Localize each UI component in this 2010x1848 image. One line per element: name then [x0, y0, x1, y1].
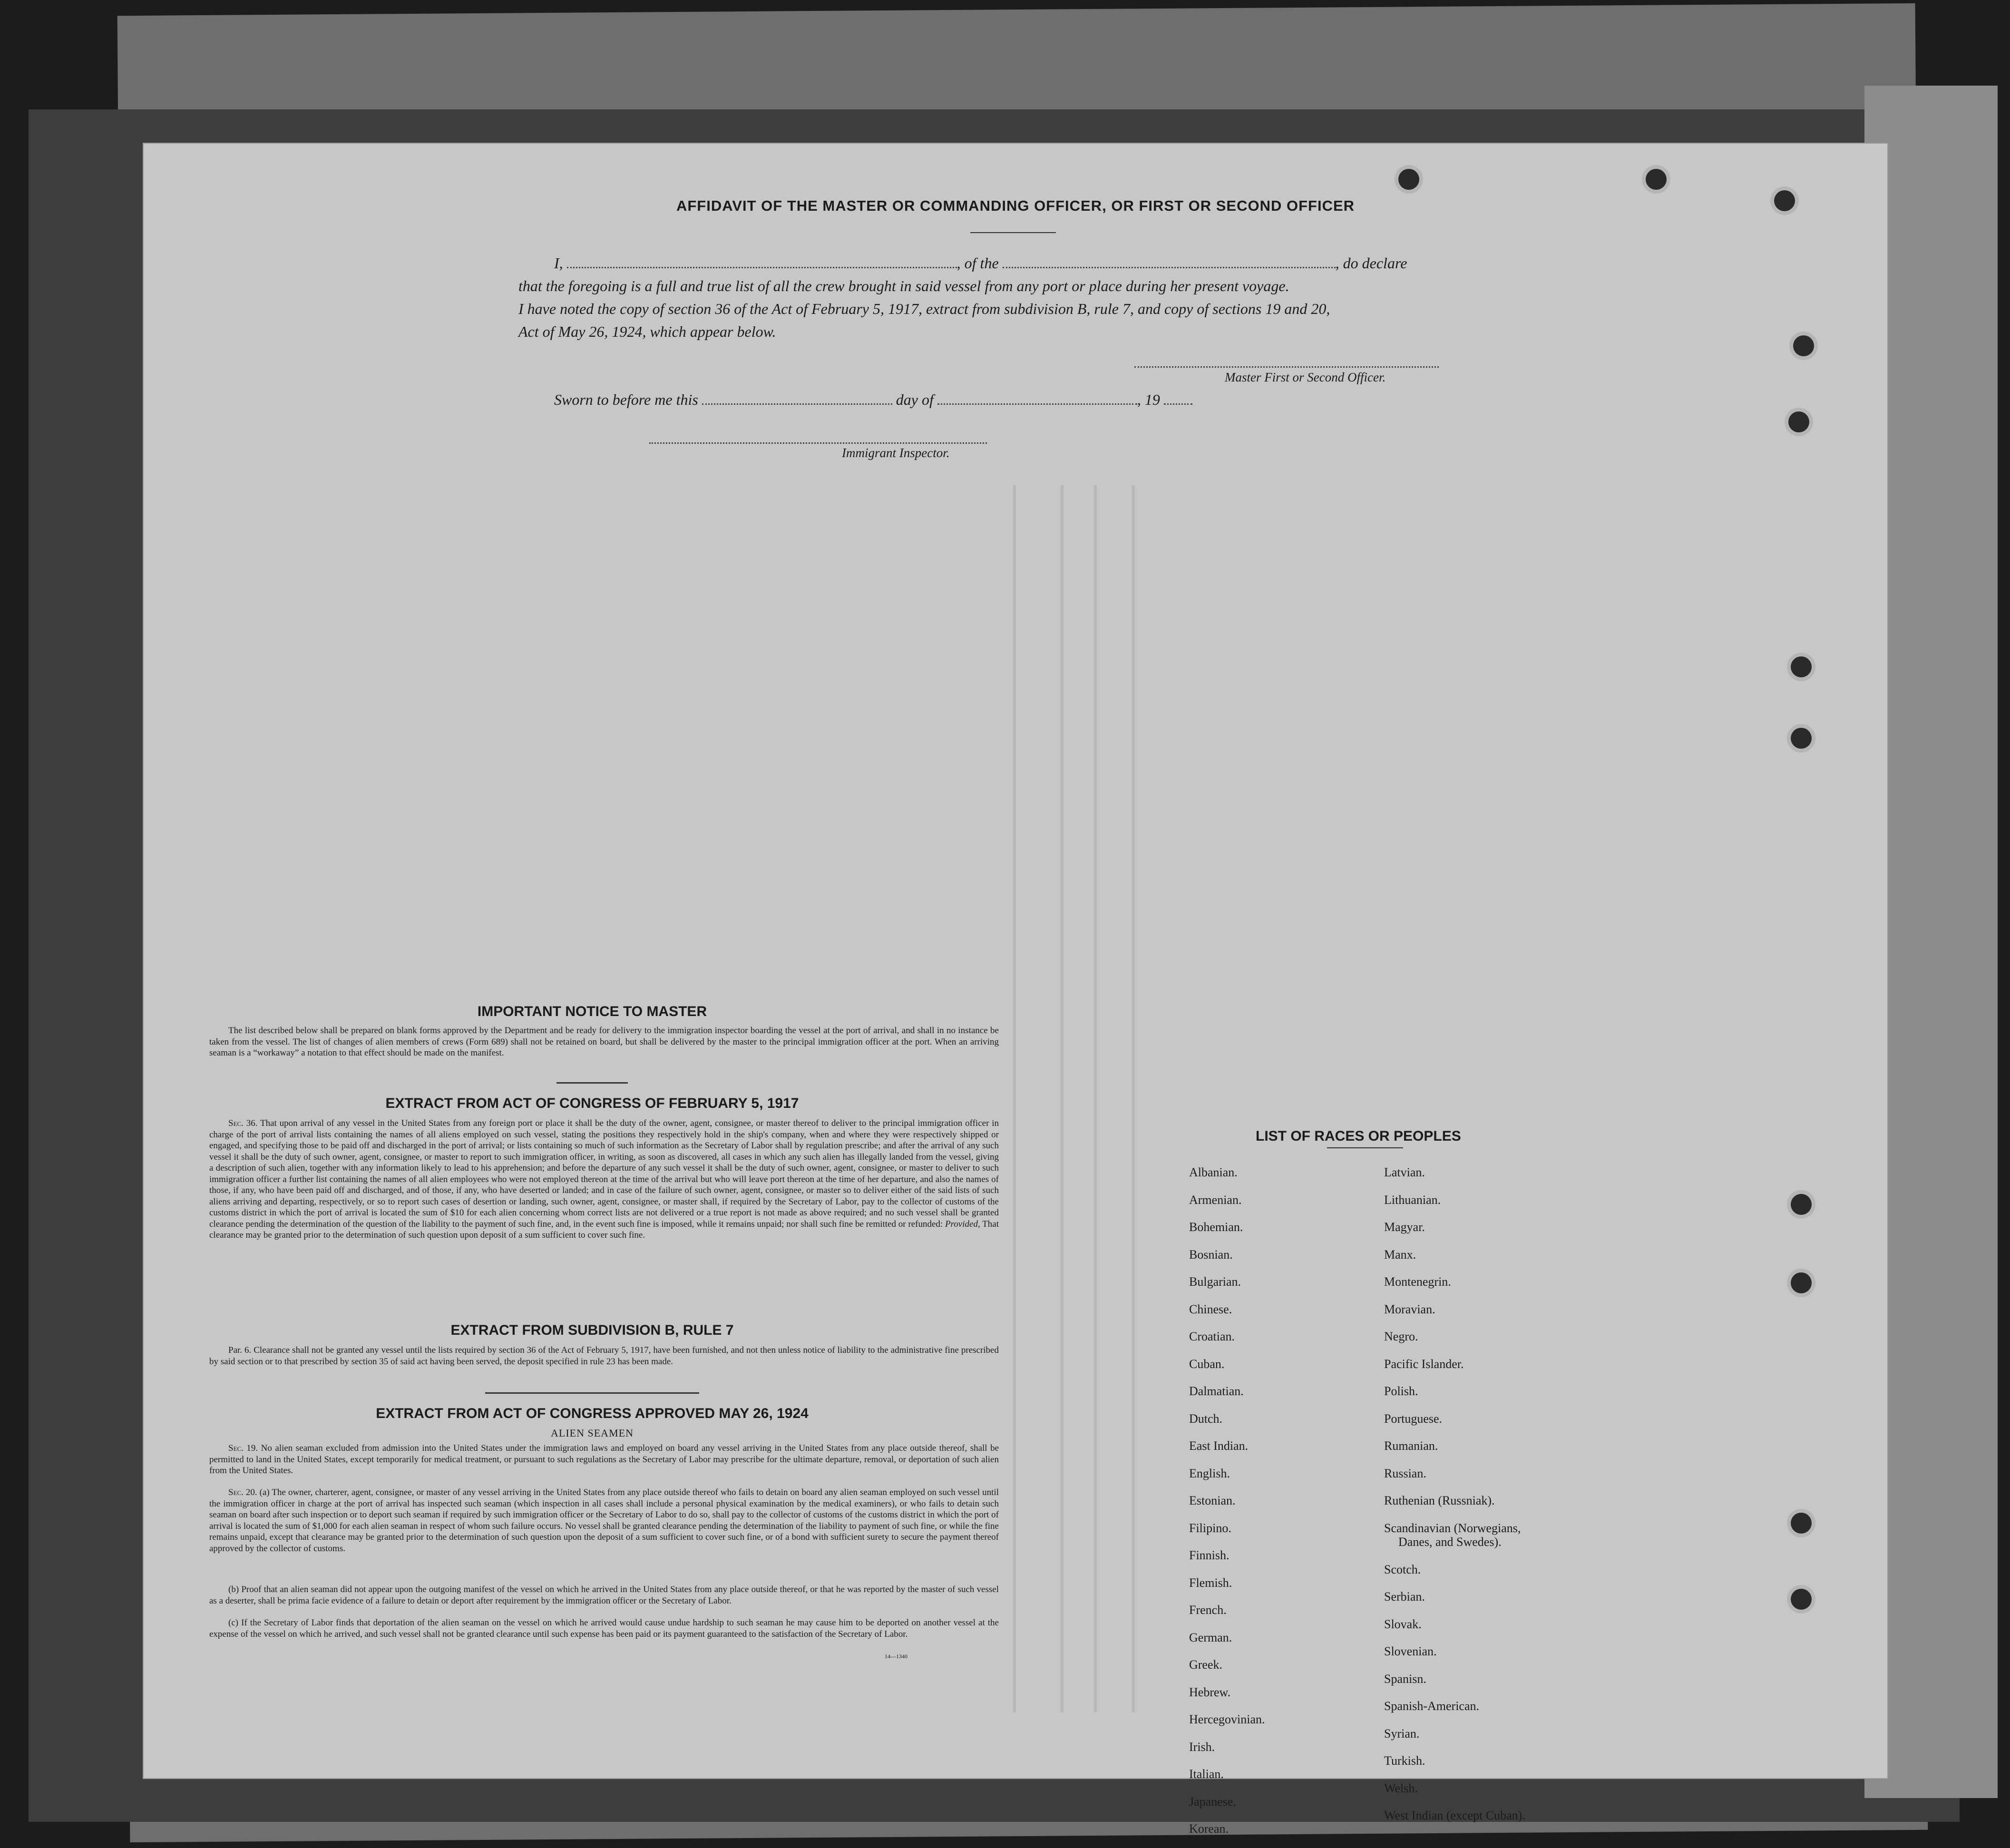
- race-item: Irish.: [1189, 1740, 1215, 1754]
- notice-text: The list described below shall be prepared on blank forms approved by the Department and be ready for delivery to the immigration inspector boarding the vessel at the port of arrival, and shall in no instance be taken from the vessel. The list of changes of alien members of crews (Form 689) shall not be retained on board, but shall be delivered by the master to the principal immigration officer at the port. When an arriving seaman is a “workaway” a notation to that effect should be made on the manifest.: [209, 1026, 999, 1058]
- punch-hole: [1791, 1194, 1812, 1215]
- sworn-line: [554, 391, 1192, 409]
- extract-1917-text: [209, 1118, 999, 1241]
- affidavit-i: I,: [554, 254, 563, 272]
- race-item: Japanese.: [1189, 1794, 1236, 1809]
- punch-hole: [1791, 1272, 1812, 1293]
- sec-36-text-end: That clearance may be granted prior to the determination of such question upon deposit of a sum sufficient to cover such fine.: [209, 1219, 999, 1240]
- bleed-line: [1061, 485, 1064, 1712]
- race-item: Chinese.: [1189, 1302, 1232, 1316]
- form-number: 14—1340: [885, 1653, 907, 1660]
- sec-20a-body: (a) The owner, charterer, agent, consignee, or master of any vessel arriving in the United States from any place outside thereof who fails to detain on board any alien seaman employed on such vessel until the immigration officer in charge at the port of arrival has inspected such seaman (which inspection in all cases shall include a personal physical examination by the medical examiners), or who fails to detain such seaman on board after such inspection or to deport such seaman if required by such immigration officer or the Secretary of Labor to do so, shall pay to the collector of customs of the customs district in which the port of arrival is located the sum of $1,000 for each alien seaman in respect of whom such failure occurs. No vessel shall be granted clearance pending the determination of the liability to payment of such fine, or while the fine remains unpaid, except that clearance may be granted prior to the determination of such question upon the deposit of a sum sufficient to cover such fine, or of a bond with sufficient surety to secure the payment thereof approved by the collector of customs.: [209, 1487, 999, 1554]
- sworn-day-blank[interactable]: [702, 391, 892, 405]
- race-item: Bosnian.: [1189, 1247, 1233, 1261]
- punch-hole: [1791, 1589, 1812, 1610]
- race-item: Portuguese.: [1384, 1411, 1443, 1426]
- race-item: Rumanian.: [1384, 1439, 1438, 1453]
- race-item: Moravian.: [1384, 1302, 1435, 1316]
- race-item: English.: [1189, 1466, 1230, 1480]
- section-rule: [556, 1082, 628, 1084]
- race-item: Lithuanian.: [1384, 1193, 1441, 1207]
- race-item: Manx.: [1384, 1247, 1416, 1261]
- inspector-signature-label: Immigrant Inspector.: [842, 446, 950, 460]
- race-item: French.: [1189, 1603, 1227, 1617]
- race-item: Scandinavian (Norwegians,: [1384, 1521, 1521, 1535]
- race-item: Magyar.: [1384, 1220, 1425, 1234]
- sworn-day-of: day of: [896, 391, 934, 408]
- race-item: Slovak.: [1384, 1617, 1422, 1631]
- punch-hole: [1791, 728, 1812, 749]
- sec-20a-text: [209, 1487, 999, 1554]
- affidavit-line-2: that the foregoing is a full and true list of all the crew brought in said vessel from any port or place during her present voyage.: [518, 277, 1289, 294]
- punch-hole: [1791, 656, 1812, 677]
- races-rule: [1327, 1147, 1403, 1148]
- punch-hole: [1398, 169, 1419, 190]
- race-item: East Indian.: [1189, 1439, 1249, 1453]
- race-item: West Indian (except Cuban).: [1384, 1809, 1525, 1822]
- race-item: Syrian.: [1384, 1726, 1420, 1740]
- race-item: Dutch.: [1189, 1411, 1223, 1426]
- race-item: Greek.: [1189, 1658, 1223, 1672]
- master-signature-blank[interactable]: [1134, 366, 1439, 368]
- race-item: Filipino.: [1189, 1521, 1231, 1535]
- race-item: Cuban.: [1189, 1357, 1225, 1371]
- sec-19-text: [209, 1443, 999, 1476]
- race-item: Slovenian.: [1384, 1644, 1437, 1658]
- race-item: Hebrew.: [1189, 1685, 1231, 1699]
- affidavit-of-the: , of the: [956, 254, 999, 272]
- affidavit-title: AFFIDAVIT OF THE MASTER OR COMMANDING OFFICER, OR FIRST OR SECOND OFFICER: [676, 197, 1355, 214]
- name-blank[interactable]: [567, 254, 957, 268]
- race-item: Bohemian.: [1189, 1220, 1243, 1234]
- affidavit-line-3: I have noted the copy of section 36 of the Act of February 5, 1917, extract from subdivision B, rule 7, and copy of sections 19 and 20,: [518, 300, 1330, 317]
- race-item: Bulgarian.: [1189, 1275, 1241, 1289]
- affidavit-line-1: [554, 254, 1407, 272]
- punch-hole: [1791, 1513, 1812, 1534]
- race-item: Albanian.: [1189, 1165, 1238, 1179]
- race-item: German.: [1189, 1630, 1232, 1644]
- sec-19-body: No alien seaman excluded from admission into the United States under the immigration laws and employed on board any vessel arriving in the United States from any place outside thereof, shall be permitted to land in the United States, except temporarily for medical treatment, or pursuant to such regulations as the Secretary of Labor may prescribe for the ultimate departure, removal, or deportation of such alien from the United States.: [209, 1443, 999, 1476]
- race-item: Estonian.: [1189, 1494, 1236, 1507]
- races-title: LIST OF RACES OR PEOPLES: [1256, 1128, 1461, 1144]
- sec-20c-text: (c) If the Secretary of Labor finds that deportation of the alien seaman on the vessel on which he arrived would cause undue hardship to such seaman he may cause him to be deported on another vessel at the expense of the vessel on which he arrived, and such vessel shall not be granted clearance until such expense has been paid or its payment guaranteed to the satisfaction of the Secretary of Labor.: [209, 1618, 999, 1639]
- race-item: Polish.: [1384, 1384, 1418, 1398]
- sec-20-label: Sec. 20.: [228, 1487, 257, 1497]
- sec-36-label: Sec. 36.: [228, 1118, 258, 1128]
- extract-1924-title: EXTRACT FROM ACT OF CONGRESS APPROVED MAY 26, 1924: [376, 1406, 809, 1421]
- race-item: Armenian.: [1189, 1193, 1242, 1207]
- race-item: Ruthenian (Russniak).: [1384, 1494, 1495, 1507]
- alien-seamen-subtitle: ALIEN SEAMEN: [551, 1427, 634, 1439]
- race-item: Negro.: [1384, 1330, 1418, 1343]
- sec-19-label: Sec. 19.: [228, 1443, 258, 1453]
- race-item: Spanish-American.: [1384, 1699, 1480, 1713]
- race-item: Hercegovinian.: [1189, 1712, 1265, 1726]
- race-item: Korean.: [1189, 1822, 1229, 1836]
- punch-hole: [1646, 169, 1667, 190]
- race-item: Flemish.: [1189, 1575, 1232, 1590]
- race-item: Turkish.: [1384, 1754, 1425, 1768]
- master-signature-label: Master First or Second Officer.: [1225, 370, 1386, 384]
- sworn-year-blank[interactable]: [1164, 391, 1192, 405]
- race-item: Finnish.: [1189, 1548, 1229, 1562]
- inspector-signature-blank[interactable]: [649, 442, 987, 444]
- manifest-page: [143, 143, 1888, 1836]
- bleed-line: [1132, 485, 1135, 1712]
- race-item: Pacific Islander.: [1384, 1357, 1464, 1371]
- punch-hole: [1788, 411, 1809, 432]
- race-item: Dalmatian.: [1189, 1384, 1244, 1398]
- race-item: Latvian.: [1384, 1165, 1425, 1179]
- notice-title: IMPORTANT NOTICE TO MASTER: [477, 1004, 707, 1019]
- sworn-prefix: Sworn to before me this: [554, 391, 698, 408]
- extract-rule7-text: Par. 6. Clearance shall not be granted any vessel until the lists required by section 36 of the Act of February 5, 1917, have been furnished, and not then unless notice of liability to the administrative fine prescribed by said section or to that prescribed by section 35 of said act having been served, the deposit specified in rule 23 has been made.: [209, 1345, 999, 1367]
- race-item: Montenegrin.: [1384, 1275, 1451, 1289]
- bleed-line: [1094, 485, 1097, 1712]
- section-rule: [485, 1392, 699, 1394]
- race-item: Russian.: [1384, 1466, 1426, 1480]
- sec-20b-text: (b) Proof that an alien seaman did not appear upon the outgoing manifest of the vessel on which he arrived in the United States from any place outside thereof, or that he was reported by the master of such vessel as a deserter, shall be prima facie evidence of a failure to detain or deport after requirement by the immigration officer or the Secretary of Labor.: [209, 1584, 999, 1606]
- extract-1917-title: EXTRACT FROM ACT OF CONGRESS OF FEBRUARY 5, 1917: [385, 1095, 799, 1111]
- sworn-month-blank[interactable]: [937, 391, 1137, 405]
- race-item: Italian.: [1189, 1767, 1224, 1781]
- affidavit-line-4: Act of May 26, 1924, which appear below.: [518, 323, 776, 340]
- provided-label: Provided,: [945, 1219, 980, 1229]
- title-rule: [970, 232, 1056, 233]
- race-item: Welsh.: [1384, 1781, 1418, 1795]
- affidavit-declare: , do declare: [1335, 254, 1407, 272]
- race-item: Serbian.: [1384, 1590, 1425, 1604]
- extract-rule7-title: EXTRACT FROM SUBDIVISION B, RULE 7: [450, 1322, 734, 1338]
- race-item: Croatian.: [1189, 1330, 1235, 1343]
- race-item: Danes, and Swedes).: [1398, 1535, 1502, 1549]
- race-item: Scotch.: [1384, 1562, 1421, 1576]
- sworn-year: , 19: [1137, 391, 1160, 408]
- race-item: Spanisn.: [1384, 1672, 1426, 1686]
- sec-36-text: That upon arrival of any vessel in the United States from any foreign port or place it shall be the duty of the owner, agent, consignee, or master thereof to deliver to the principal immigration officer in charge of the port of arrival lists containing the names of all aliens employed on such vessel, stating the positions they respectively hold in the ship's company, when and where they were respectively shipped or engaged, and specifying those to be paid off and discharged in the port of arrival; or lists containing so much of such information as the Secretary of Labor shall by regulation prescribe; and after the arrival of any such vessel it shall be the duty of such owner, agent, consignee, or master to report to such immigration officer, in writing, as soon as discovered, all cases in which any such alien has illegally landed from the vessel, giving a description of such alien, together with any information likely to lead to his apprehension; and before the departure of any such vessel it shall be the duty of such owner, agent, consignee, or master to deliver to such immigration officer a further list containing the names of all alien employees who were not employed thereon at the time of the arrival but who will leave port thereon at the time of her departure, and also the names of those, if any, who have been paid off and discharged, and of those, if any, who have deserted or landed; and in case of the failure of such owner, agent, consignee, or master so to deliver either of the said lists of such aliens arriving and departing, respectively, or so to report such cases of desertion or landing, such owner, agent, consignee, or master shall, if required by the Secretary of Labor, pay to the collector of customs of the customs district in which the port of arrival is located the sum of $10 for each alien concerning whom correct lists are not delivered or a true report is not made as above required; and no such vessel shall be granted clearance pending the determination of the question of the liability to the payment of such fine, and, in the event such fine is imposed, while it remains unpaid; nor shall such fine be remitted or refunded:: [209, 1118, 999, 1229]
- vessel-blank[interactable]: [1003, 254, 1336, 268]
- punch-hole: [1793, 335, 1814, 356]
